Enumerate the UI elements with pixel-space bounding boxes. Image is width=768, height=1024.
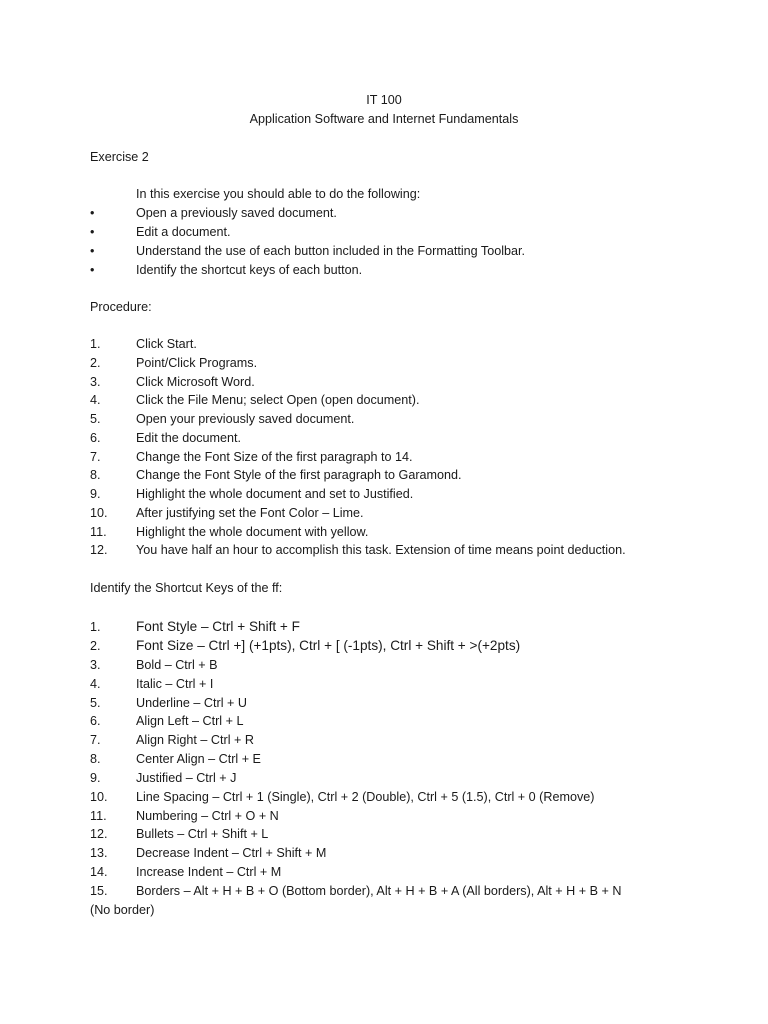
objective-item: Understand the use of each button included in the Formatting Toolbar. [136, 244, 526, 258]
step-text: Highlight the whole document with yellow. [136, 525, 369, 539]
step-number: 4. [90, 393, 101, 407]
step-text: After justifying set the Font Color – Lime. [136, 506, 364, 520]
course-title: Application Software and Internet Fundamentals [249, 112, 519, 126]
course-code: IT 100 [366, 93, 402, 107]
bullet: • [90, 225, 95, 239]
shortcut-number: 6. [90, 714, 101, 728]
shortcut-text: Justified – Ctrl + J [136, 771, 237, 785]
shortcut-text: Font Style – Ctrl + Shift + F [136, 619, 300, 634]
shortcut-number: 12. [90, 827, 108, 841]
step-number: 8. [90, 468, 101, 482]
shortcut-text: Underline – Ctrl + U [136, 696, 247, 710]
step-text: Change the Font Style of the first paragraph to Garamond. [136, 468, 462, 482]
step-number: 6. [90, 431, 101, 445]
step-number: 10. [90, 506, 108, 520]
shortcut-text: Numbering – Ctrl + O + N [136, 809, 279, 823]
shortcut-number: 10. [90, 790, 108, 804]
step-text: You have half an hour to accomplish this task. Extension of time means point deduction. [136, 543, 626, 557]
step-text: Edit the document. [136, 431, 242, 445]
procedure-heading: Procedure: [90, 300, 152, 314]
shortcut-number: 1. [90, 620, 101, 634]
step-number: 3. [90, 375, 101, 389]
shortcut-number: 8. [90, 752, 101, 766]
shortcut-text: Align Left – Ctrl + L [136, 714, 244, 728]
step-text: Click Microsoft Word. [136, 375, 255, 389]
step-number: 1. [90, 337, 101, 351]
shortcut-number: 11. [90, 809, 107, 823]
shortcut-text: Borders – Alt + H + B + O (Bottom border), Alt + H + B + A (All borders), Alt + H + B + N [136, 884, 622, 898]
shortcut-number: 14. [90, 865, 108, 879]
shortcut-text: Line Spacing – Ctrl + 1 (Single), Ctrl + 2 (Double), Ctrl + 5 (1.5), Ctrl + 0 (Remove) [136, 790, 595, 804]
shortcut-text: Italic – Ctrl + I [136, 677, 214, 691]
shortcut-number: 4. [90, 677, 101, 691]
shortcut-number: 5. [90, 696, 101, 710]
shortcut-number: 13. [90, 846, 108, 860]
step-text: Click the File Menu; select Open (open document). [136, 393, 420, 407]
bullet: • [90, 244, 95, 258]
step-number: 5. [90, 412, 101, 426]
step-text: Point/Click Programs. [136, 356, 258, 370]
shortcut-text: Font Size – Ctrl +] (+1pts), Ctrl + [ (-1pts), Ctrl + Shift + >(+2pts) [136, 638, 521, 653]
step-text: Change the Font Size of the first paragraph to 14. [136, 450, 413, 464]
shortcut-number: 7. [90, 733, 101, 747]
step-number: 7. [90, 450, 101, 464]
step-number: 9. [90, 487, 101, 501]
objective-item: Edit a document. [136, 225, 231, 239]
step-text: Click Start. [136, 337, 197, 351]
step-number: 2. [90, 356, 101, 370]
shortcut-text: Bullets – Ctrl + Shift + L [136, 827, 269, 841]
intro-text: In this exercise you should able to do the following: [136, 187, 421, 201]
shortcut-text: Bold – Ctrl + B [136, 658, 218, 672]
shortcut-number: 9. [90, 771, 101, 785]
shortcut-number: 2. [90, 639, 101, 653]
shortcuts-heading: Identify the Shortcut Keys of the ff: [90, 581, 283, 595]
shortcut-text: Increase Indent – Ctrl + M [136, 865, 282, 879]
objective-item: Open a previously saved document. [136, 206, 337, 220]
shortcut-number: 3. [90, 658, 101, 672]
objective-item: Identify the shortcut keys of each button. [136, 263, 363, 277]
bullet: • [90, 263, 95, 277]
step-text: Open your previously saved document. [136, 412, 355, 426]
step-text: Highlight the whole document and set to Justified. [136, 487, 414, 501]
shortcut-text: Decrease Indent – Ctrl + Shift + M [136, 846, 327, 860]
step-number: 12. [90, 543, 108, 557]
shortcut-text: Center Align – Ctrl + E [136, 752, 261, 766]
step-number: 11. [90, 525, 107, 539]
shortcut-continuation: (No border) [90, 903, 155, 917]
shortcut-number: 15. [90, 884, 108, 898]
exercise-label: Exercise 2 [90, 150, 149, 164]
bullet: • [90, 206, 95, 220]
shortcut-text: Align Right – Ctrl + R [136, 733, 254, 747]
